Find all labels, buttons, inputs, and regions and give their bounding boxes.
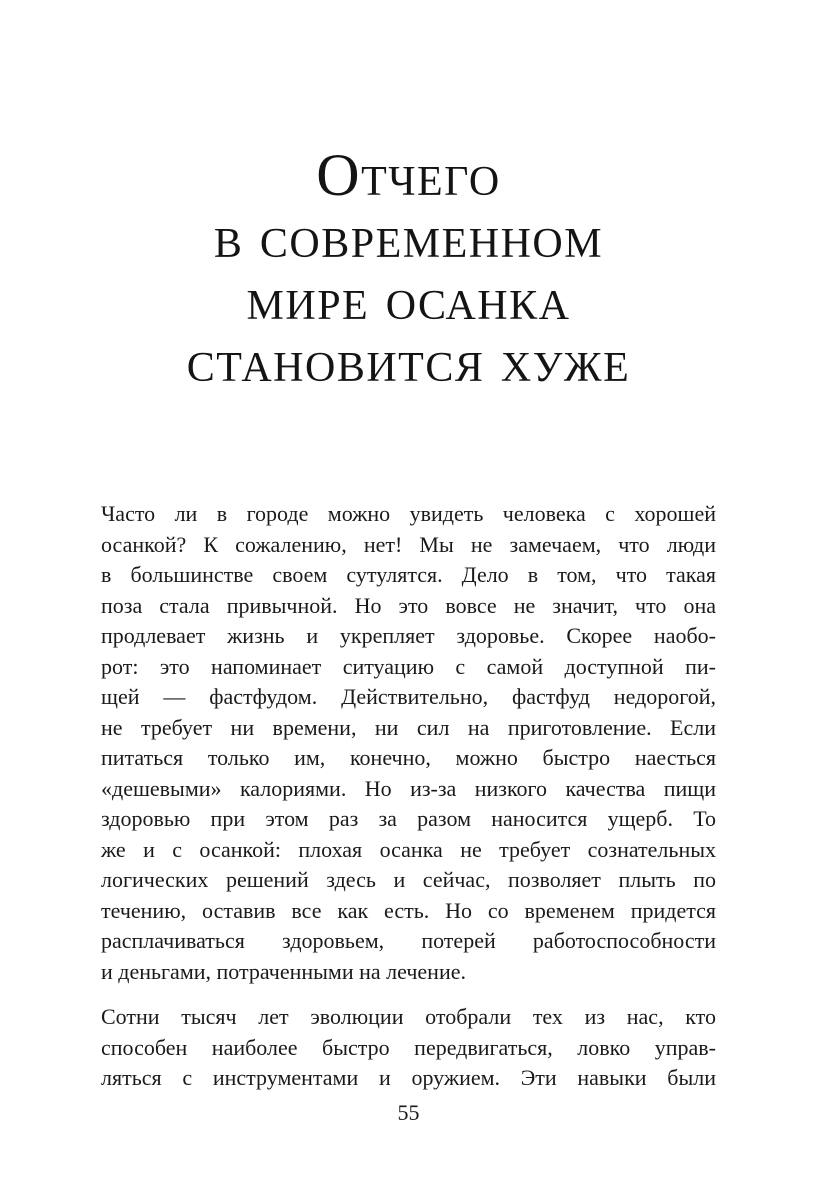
text-line: не требует ни времени, ни сил на приготовление. Если <box>101 714 716 740</box>
page-number: 55 <box>397 1100 420 1125</box>
text-line: в большинстве своем сутулятся. Дело в том, что такая <box>101 562 716 587</box>
body-text <box>101 499 716 1094</box>
text-line: продлевает жизнь и укрепляет здоровье. Скорее наобо- <box>101 623 716 648</box>
chapter-title-line: становится хуже <box>186 328 631 394</box>
text-line: щей — фастфудом. Действительно, фастфуд недорогой, <box>101 684 716 709</box>
text-line: и деньгами, потраченными на лечение. <box>101 958 466 984</box>
text-line: здоровью при этом раз за разом наносится ущерб. То <box>101 806 716 831</box>
text-line: поза стала привычной. Но это вовсе не значит, что она <box>101 592 716 618</box>
text-line: ляться с инструментами и оружием. Эти навыки были <box>101 1065 716 1090</box>
text-line: осанкой? К сожалению, нет! Мы не замечаем, что люди <box>101 531 716 557</box>
text-line: питаться только им, конечно, можно быстро наесться <box>101 745 716 770</box>
text-line: же и с осанкой: плохая осанка не требует сознательных <box>101 836 716 862</box>
text-line: Сотни тысяч лет эволюции отобрали тех из нас, кто <box>101 1004 716 1029</box>
paragraph-2 <box>101 1002 716 1094</box>
text-line: «дешевыми» калориями. Но из-за низкого качества пищи <box>101 775 716 801</box>
text-line: течению, оставив все как есть. Но со временем придется <box>101 897 716 923</box>
text-line: рот: это напоминает ситуацию с самой доступной пи- <box>101 653 716 679</box>
chapter-title-line: Отчего <box>316 142 501 208</box>
chapter-title <box>60 144 757 392</box>
paragraph-1 <box>101 499 716 987</box>
chapter-title-line: мире осанка <box>246 266 571 332</box>
text-line: логических решений здесь и сейчас, позволяет плыть по <box>101 867 716 892</box>
text-line: способен наиболее быстро передвигаться, ловко управ- <box>101 1034 716 1060</box>
text-line: расплачиваться здоровьем, потерей работоспособности <box>101 928 716 953</box>
text-line: Часто ли в городе можно увидеть человека с хорошей <box>101 501 716 526</box>
chapter-title-line: в современном <box>213 204 604 270</box>
